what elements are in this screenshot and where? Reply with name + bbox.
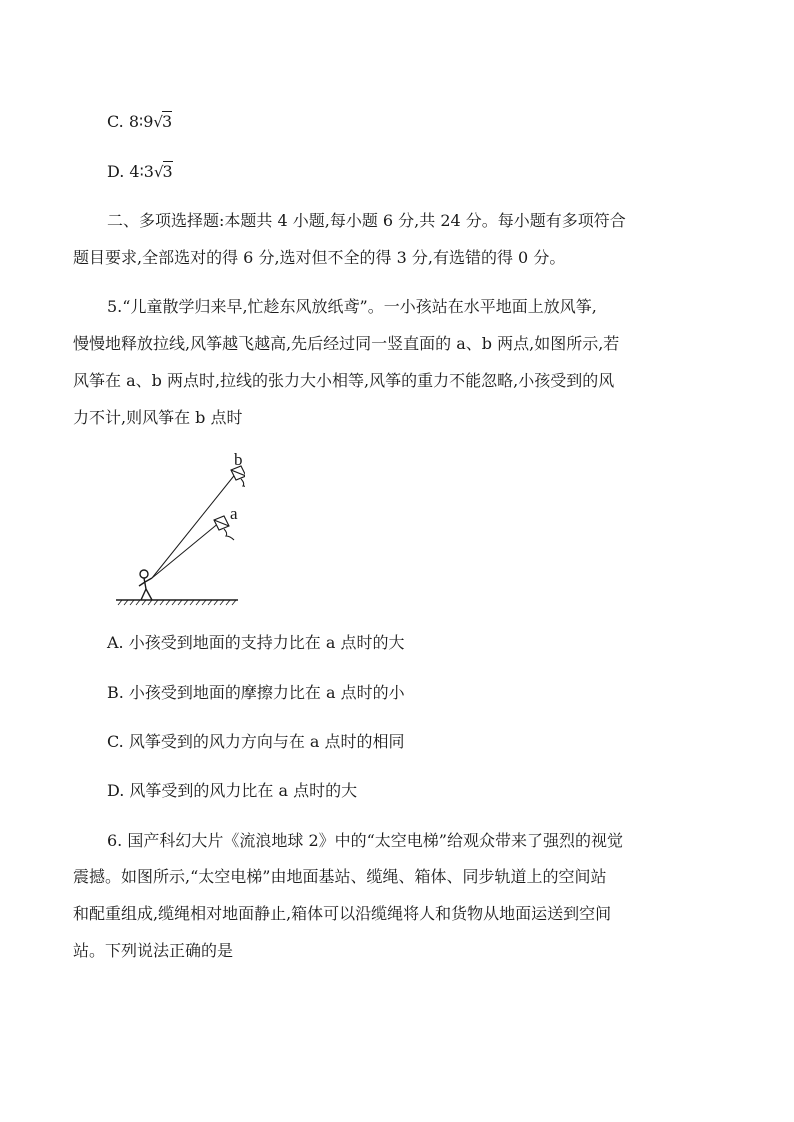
q6-line1: 6. 国产科幻大片《流浪地球 2》中的“太空电梯”给观众带来了强烈的视觉	[107, 831, 623, 850]
string-to-a	[152, 522, 220, 578]
sqrt-radicand: 3	[161, 112, 173, 131]
q6-line3: 和配重组成,缆绳相对地面静止,箱体可以沿缆绳将人和货物从地面运送到空间	[73, 904, 612, 923]
label-a: a	[230, 504, 238, 523]
option-d-prev-text: D. 4∶3	[107, 162, 154, 181]
section2-line2: 题目要求,全部选对的得 6 分,选对但不全的得 3 分,有选错的得 0 分。	[73, 248, 566, 267]
kite-b-icon	[231, 466, 245, 490]
child-figure	[139, 570, 152, 600]
q5-option-b: B. 小孩受到地面的摩擦力比在 a 点时的小	[107, 683, 405, 702]
section2-line1: 二、多项选择题:本题共 4 小题,每小题 6 分,共 24 分。每小题有多项符合	[107, 211, 626, 230]
label-b: b	[234, 452, 243, 469]
q5-line2: 慢慢地释放拉线,风筝越飞越高,先后经过同一竖直面的 a、b 两点,如图所示,若	[73, 334, 620, 353]
sqrt-radicand: 3	[162, 162, 173, 181]
option-c-prev-text: C. 8∶9	[107, 112, 154, 131]
q5-option-a: A. 小孩受到地面的支持力比在 a 点时的大	[107, 633, 405, 652]
q6-line2: 震撼。如图所示,“太空电梯”由地面基站、缆绳、箱体、同步轨道上的空间站	[73, 867, 607, 886]
option-d-prev	[107, 161, 173, 183]
q5-option-d: D. 风筝受到的风力比在 a 点时的大	[107, 781, 358, 800]
q5-line1: 5.“儿童散学归来早,忙趁东风放纸鸢”。一小孩站在水平地面上放风筝,	[107, 297, 597, 316]
sqrt-symbol: √3	[153, 112, 173, 131]
option-c-prev	[107, 111, 172, 133]
q5-option-c: C. 风筝受到的风力方向与在 a 点时的相同	[107, 732, 405, 751]
q5-line4: 力不计,则风筝在 b 点时	[73, 408, 243, 427]
q6-line4: 站。下列说法正确的是	[73, 941, 234, 960]
sqrt-symbol: √3	[153, 162, 173, 181]
kite-figure	[110, 452, 245, 612]
q5-line3: 风筝在 a、b 两点时,拉线的张力大小相等,风筝的重力不能忽略,小孩受到的风	[73, 371, 615, 390]
